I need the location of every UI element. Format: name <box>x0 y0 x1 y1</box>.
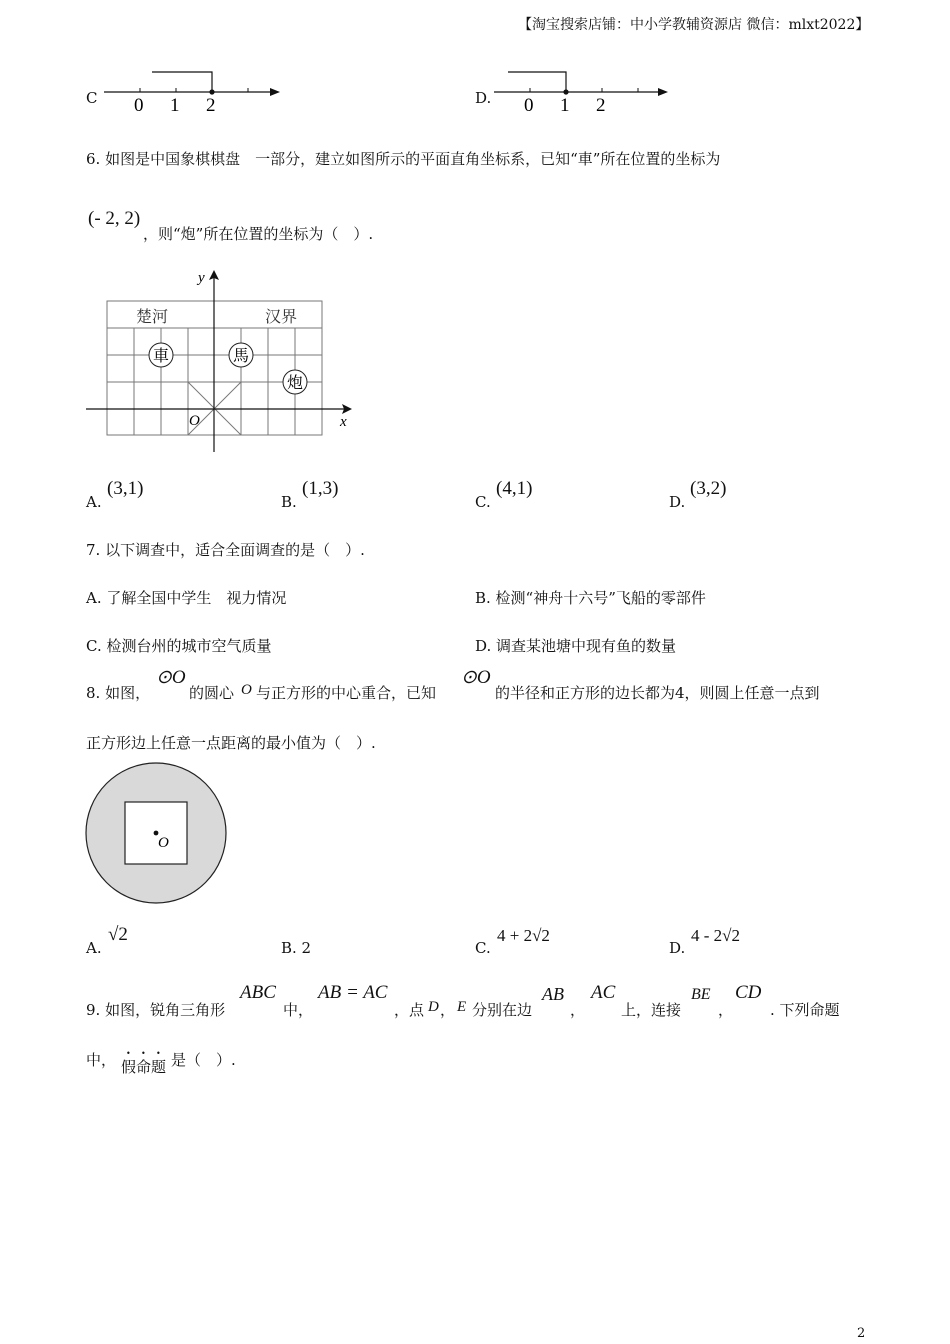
q9-stem-part1: 9. 如图，锐角三角形 <box>86 1001 226 1019</box>
q9-stem-part5: 上，连接 <box>621 1001 682 1019</box>
q6-option-a-value: (3,1) <box>107 478 144 499</box>
q5d-tick-0: 0 <box>524 95 534 116</box>
q7-stem: 7. 以下调查中，适合全面调查的是（ ）. <box>86 541 365 559</box>
q5-option-d-numberline <box>490 64 675 120</box>
q8-option-a-letter: A. <box>86 939 102 957</box>
q8-circle-square-figure <box>84 761 230 907</box>
q8-circle-symbol-2: ⊙O <box>461 667 491 688</box>
q6-piece-che: 車 <box>153 348 170 365</box>
q9-segment-cd: CD <box>735 982 762 1003</box>
q7-option-c: C. 检测台州的城市空气质量 <box>86 637 272 655</box>
q9-side-ab: AB <box>542 984 564 1004</box>
q9-stem-part3: ，点 <box>394 1001 425 1019</box>
q8-option-d-letter: D. <box>669 939 686 957</box>
q6-stem-line1: 6. 如图是中国象棋棋盘 一部分，建立如图所示的平面直角坐标系，已知“車”所在位置的坐标为 <box>86 150 721 168</box>
q6-river-right-label: 汉界 <box>265 309 298 326</box>
q5d-tick-2: 2 <box>596 95 606 116</box>
q6-river-left-label: 楚河 <box>136 309 169 326</box>
q8-stem-part2: 的圆心 <box>189 684 235 702</box>
q9-side-ac: AC <box>591 982 616 1003</box>
q7-option-a: A. 了解全国中学生 视力情况 <box>86 589 287 607</box>
q8-option-c-value: 4 + 2√2 <box>497 926 550 945</box>
q6-piece-ma: 馬 <box>233 348 250 365</box>
q9-point-d: D <box>428 999 439 1015</box>
q8-stem-part1: 8. 如图， <box>86 684 151 702</box>
q9-comma-1: ， <box>440 1001 456 1019</box>
q9-line2-end: 是（ ）. <box>171 1051 236 1069</box>
q6-piece-pao: 炮 <box>287 375 304 392</box>
q6-axis-y-label: y <box>198 270 205 286</box>
q8-stem-line2: 正方形边上任意一点距离的最小值为（ ）. <box>86 734 376 752</box>
q9-triangle-abc: ABC <box>240 982 276 1003</box>
q7-option-d: D. 调查某池塘中现有鱼的数量 <box>475 637 677 655</box>
q6-che-coordinate: (- 2, 2) <box>88 208 141 229</box>
q6-option-d-letter: D. <box>669 493 686 511</box>
q6-option-c-letter: C. <box>475 493 491 511</box>
q9-comma-3: ， <box>718 1001 734 1019</box>
q6-origin-label: O <box>189 413 200 429</box>
q8-option-b: B. 2 <box>281 939 312 957</box>
q9-stem-part4: 分别在边 <box>472 1001 533 1019</box>
q9-stem-part6: . 下列命题 <box>770 1001 840 1019</box>
q6-option-b-value: (1,3) <box>302 478 339 499</box>
q6-option-a-letter: A. <box>86 493 102 511</box>
header-text: 【淘宝搜索店铺：中小学教辅资源店 微信：mlxt2022】 <box>518 17 870 33</box>
q9-comma-2: ， <box>570 1001 586 1019</box>
q6-option-d-value: (3,2) <box>690 478 727 499</box>
q8-stem-part3: 与正方形的中心重合，已知 <box>256 684 437 702</box>
q5c-tick-0: 0 <box>134 95 144 116</box>
q9-segment-be: BE <box>691 986 711 1003</box>
q9-equation: AB = AC <box>318 982 388 1003</box>
q5c-tick-1: 1 <box>170 95 180 116</box>
q8-center-o: O <box>241 682 252 698</box>
q9-stem-part2: 中， <box>283 1001 314 1019</box>
q5d-tick-1: 1 <box>560 95 570 116</box>
q6-option-c-value: (4,1) <box>496 478 533 499</box>
q5-option-c-numberline <box>100 64 285 120</box>
q9-false-proposition-emphasis: 假命题 <box>121 1058 167 1076</box>
q5-option-c-label: C <box>86 89 98 107</box>
q9-point-e: E <box>457 999 467 1015</box>
q5-option-d-label: D. <box>475 89 492 107</box>
q8-figure-o-label: O <box>158 835 169 851</box>
q8-stem-part4: 的半径和正方形的边长都为4，则圆上任意一点到 <box>495 684 820 702</box>
q9-line2-start: 中， <box>86 1051 117 1069</box>
q6-chessboard-figure <box>80 264 370 464</box>
page-number: 2 <box>857 1326 866 1341</box>
q6-option-b-letter: B. <box>281 493 297 511</box>
q6-stem-line2: ，则“炮”所在位置的坐标为（ ）. <box>143 225 374 243</box>
q5c-tick-2: 2 <box>206 95 216 116</box>
q8-option-d-value: 4 - 2√2 <box>691 926 740 945</box>
q7-option-b: B. 检测“神舟十六号”飞船的零部件 <box>475 589 706 607</box>
q8-option-c-letter: C. <box>475 939 491 957</box>
q6-axis-x-label: x <box>340 414 347 430</box>
q8-option-a-value: √2 <box>108 924 128 945</box>
q8-circle-symbol-1: ⊙O <box>156 667 186 688</box>
